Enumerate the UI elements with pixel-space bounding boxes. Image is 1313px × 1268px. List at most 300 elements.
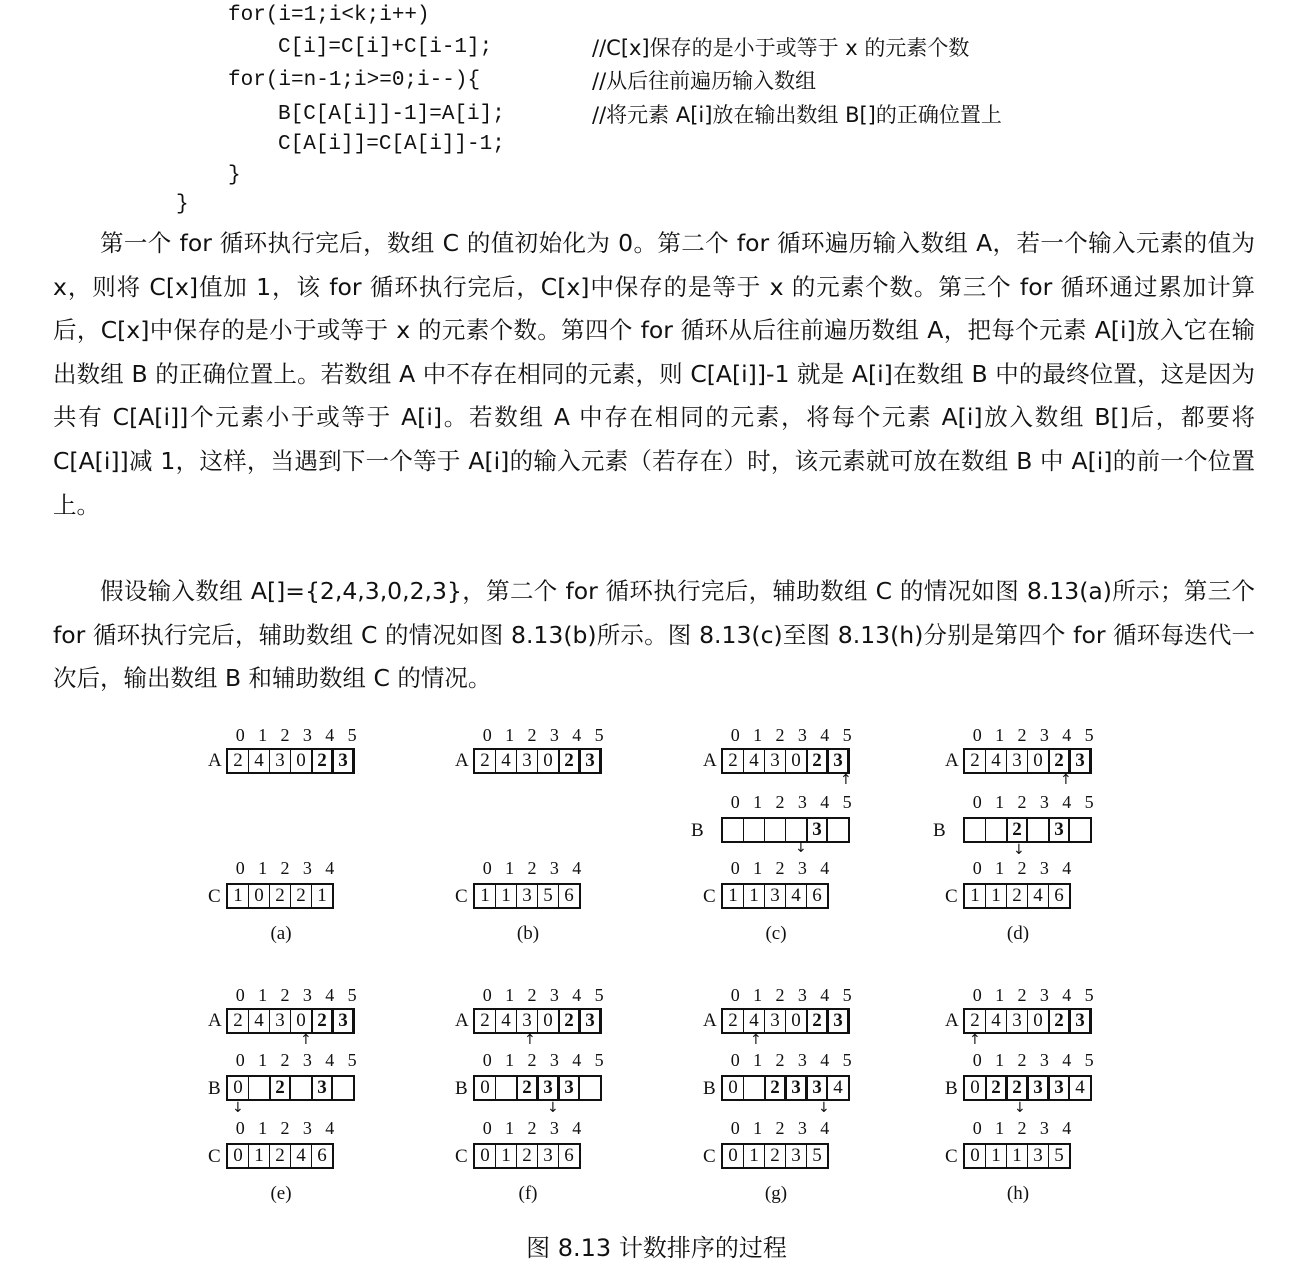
index-label: 0: [235, 1118, 245, 1138]
index-label: 1: [753, 1050, 763, 1070]
index-label: 4: [820, 858, 830, 878]
index-label: 2: [775, 1050, 785, 1070]
code-line: for(i=n-1;i>=0;i--){: [228, 69, 481, 92]
array-a: [721, 1008, 850, 1034]
code-line: }: [176, 193, 189, 216]
array-cell: [764, 819, 785, 841]
index-label: 5: [1084, 792, 1094, 812]
index-row: [229, 1118, 341, 1138]
index-label: 0: [235, 1050, 245, 1070]
index-label: 1: [995, 1050, 1005, 1070]
index-label: 1: [505, 1050, 515, 1070]
pointer-arrow: ↓: [795, 840, 807, 856]
array-cell: 0: [248, 885, 269, 907]
array-label-c: C: [703, 1146, 716, 1167]
index-label: 2: [775, 1118, 785, 1138]
array-label-b: B: [208, 1078, 221, 1099]
array-cell: 0: [480, 1077, 490, 1098]
array-cell: 2: [764, 1077, 785, 1099]
array-cell: 3: [764, 885, 785, 907]
array-cell: 1: [743, 885, 764, 907]
index-label: 0: [972, 985, 982, 1005]
array-cell: 2: [764, 1145, 785, 1167]
index-label: 5: [842, 985, 852, 1005]
array-cell: 2: [558, 1010, 579, 1032]
array-cell: 1: [728, 885, 738, 906]
array-cell: 0: [785, 1010, 806, 1032]
array-cell: 0: [233, 1077, 243, 1098]
array-cell: 3: [764, 750, 785, 772]
index-label: 1: [995, 725, 1005, 745]
index-label: 4: [325, 985, 335, 1005]
pointer-arrow: ↓: [547, 1100, 559, 1116]
index-label: 2: [527, 725, 537, 745]
index-row: [966, 1118, 1078, 1138]
array-cell: 2: [558, 750, 579, 772]
index-label: 4: [572, 1050, 582, 1070]
index-label: 2: [527, 858, 537, 878]
index-label: 4: [572, 725, 582, 745]
code-line: for(i=1;i<k;i++): [228, 4, 430, 27]
array-cell: [743, 819, 764, 841]
array-cell: 3: [785, 1145, 806, 1167]
index-label: 4: [820, 1050, 830, 1070]
array-cell: 4: [495, 1010, 516, 1032]
figure-panel-f: [455, 985, 705, 1225]
index-label: 4: [572, 858, 582, 878]
code-line: C[i]=C[i]+C[i-1];: [278, 36, 493, 59]
index-label: 5: [842, 1050, 852, 1070]
array-cell: 4: [248, 1010, 269, 1032]
array-cell: 0: [480, 1145, 490, 1166]
array-cell: 4: [743, 1010, 764, 1032]
array-cell: 2: [269, 1077, 290, 1099]
array-cell: 2: [1048, 750, 1069, 772]
panel-label: (f): [518, 1183, 538, 1204]
array-cell: 3: [1069, 1010, 1090, 1032]
index-row: [724, 725, 858, 745]
array-cell: 0: [233, 1145, 243, 1166]
figure-caption: 图 8.13 计数排序的过程: [526, 1234, 787, 1262]
index-label: 1: [753, 792, 763, 812]
array-cell: 4: [248, 750, 269, 772]
index-label: 1: [995, 858, 1005, 878]
array-label-a: A: [208, 750, 222, 771]
array-cell: [332, 1077, 353, 1099]
array-label-a: A: [455, 1010, 469, 1031]
array-cell: 3: [516, 750, 537, 772]
array-cell: 5: [537, 885, 558, 907]
figure-panel-g: [703, 985, 953, 1225]
code-line: B[C[A[i]]-1]=A[i];: [278, 103, 505, 126]
index-label: 5: [594, 985, 604, 1005]
index-label: 3: [302, 1050, 312, 1070]
index-label: 3: [797, 985, 807, 1005]
index-label: 3: [302, 725, 312, 745]
index-label: 1: [258, 858, 268, 878]
index-label: 4: [325, 1050, 335, 1070]
array-cell: 3: [311, 1077, 332, 1099]
array-cell: [723, 819, 743, 841]
index-label: 4: [1062, 1050, 1072, 1070]
array-label-a: A: [208, 1010, 222, 1031]
index-label: 5: [1084, 725, 1094, 745]
array-a: [226, 748, 355, 774]
array-cell: 0: [537, 750, 558, 772]
index-label: 3: [1039, 792, 1049, 812]
array-label-b: B: [945, 1078, 958, 1099]
array-cell: 2: [233, 750, 243, 771]
array-cell: 3: [332, 750, 353, 772]
index-label: 2: [775, 985, 785, 1005]
index-label: 2: [280, 725, 290, 745]
array-label-c: C: [455, 886, 468, 907]
index-label: 2: [1017, 725, 1027, 745]
index-label: 5: [594, 725, 604, 745]
figure-panel-e: [208, 985, 458, 1225]
index-label: 0: [482, 1118, 492, 1138]
array-cell: 3: [1048, 1077, 1069, 1099]
index-label: 1: [505, 1118, 515, 1138]
array-cell: [290, 1077, 311, 1099]
index-label: 2: [280, 858, 290, 878]
array-cell: [985, 819, 1006, 841]
array-label-c: C: [945, 886, 958, 907]
array-label-c: C: [945, 1146, 958, 1167]
panel-label: (a): [270, 923, 292, 944]
array-cell: 0: [1027, 750, 1048, 772]
index-row: [966, 858, 1078, 878]
index-label: 3: [549, 1050, 559, 1070]
array-c: [473, 1143, 581, 1169]
array-a: [963, 748, 1092, 774]
index-row: [724, 1118, 836, 1138]
index-label: 4: [325, 858, 335, 878]
array-label-b: B: [933, 820, 946, 841]
array-cell: 0: [785, 750, 806, 772]
pointer-arrow: ↑: [840, 772, 852, 788]
index-label: 4: [1062, 792, 1072, 812]
array-cell: 2: [1006, 885, 1027, 907]
array-cell: 4: [785, 885, 806, 907]
array-cell: 2: [728, 1010, 738, 1031]
array-label-c: C: [208, 886, 221, 907]
array-cell: 3: [558, 1077, 579, 1099]
index-label: 1: [753, 858, 763, 878]
array-cell: 3: [1069, 750, 1090, 772]
index-row: [724, 985, 858, 1005]
index-label: 1: [258, 1050, 268, 1070]
array-c: [721, 883, 829, 909]
panel-label: (c): [765, 923, 787, 944]
array-cell: 2: [233, 1010, 243, 1031]
array-cell: 6: [806, 885, 827, 907]
array-cell: 4: [290, 1145, 311, 1167]
index-label: 2: [775, 725, 785, 745]
array-cell: 1: [985, 1145, 1006, 1167]
array-cell: 2: [269, 1145, 290, 1167]
array-cell: 2: [480, 750, 490, 771]
array-cell: 2: [806, 750, 827, 772]
index-label: 3: [1039, 1118, 1049, 1138]
array-cell: 0: [290, 750, 311, 772]
pointer-arrow: ↑: [300, 1032, 312, 1048]
array-cell: 3: [1048, 819, 1069, 841]
array-cell: 1: [985, 885, 1006, 907]
array-cell: [743, 1077, 764, 1099]
index-row: [229, 858, 341, 878]
index-label: 5: [347, 1050, 357, 1070]
index-label: 0: [235, 858, 245, 878]
index-label: 3: [1039, 985, 1049, 1005]
array-cell: 1: [480, 885, 490, 906]
index-label: 3: [549, 725, 559, 745]
code-comment: //将元素 A[i]放在输出数组 B[]的正确位置上: [592, 103, 1002, 127]
index-label: 2: [1017, 1050, 1027, 1070]
index-label: 2: [280, 1118, 290, 1138]
index-label: 5: [594, 1050, 604, 1070]
index-label: 3: [797, 725, 807, 745]
index-label: 1: [753, 725, 763, 745]
code-line: C[A[i]]=C[A[i]]-1;: [278, 133, 505, 156]
index-row: [724, 1050, 858, 1070]
index-label: 2: [280, 985, 290, 1005]
array-cell: 2: [970, 1010, 980, 1031]
array-cell: 6: [558, 885, 579, 907]
pointer-arrow: ↓: [818, 1100, 830, 1116]
array-cell: [1027, 819, 1048, 841]
index-row: [966, 725, 1100, 745]
index-row: [966, 985, 1100, 1005]
index-label: 1: [995, 1118, 1005, 1138]
index-label: 5: [1084, 985, 1094, 1005]
array-b: [963, 817, 1092, 843]
index-row: [724, 858, 836, 878]
index-label: 5: [1084, 1050, 1094, 1070]
array-cell: 1: [495, 885, 516, 907]
index-row: [229, 985, 363, 1005]
figure-panel-b: [455, 725, 705, 965]
array-cell: 2: [480, 1010, 490, 1031]
index-label: 4: [572, 985, 582, 1005]
array-cell: 3: [332, 1010, 353, 1032]
index-label: 3: [302, 1118, 312, 1138]
index-row: [476, 985, 610, 1005]
array-cell: 1: [311, 885, 332, 907]
array-cell: 0: [537, 1010, 558, 1032]
array-c: [963, 883, 1071, 909]
array-cell: 2: [516, 1145, 537, 1167]
array-cell: [579, 1077, 600, 1099]
array-label-c: C: [703, 886, 716, 907]
panel-label: (e): [270, 1183, 292, 1204]
index-label: 0: [730, 792, 740, 812]
body-paragraph: 第一个 for 循环执行完后，数组 C 的值初始化为 0。第二个 for 循环遍历输入数组 A，若一个输入元素的值为 x，则将 C[x]值加 1，该 for 循环执行完后，C[x]中保存的是等于 x 的元素个数。第三个 for 循环通过累加计算后，C[x]中保存的是小于或等于 x 的元素个数。第四个 for 循环从后往前遍历数组 A，把每个元素 A[i]放入它在输出数组 B 的正确位置上。若数组 A 中不存在相同的元素，则 C[A[i]]-1 就是 A[i]在数组 B 中的最终位置，这是因为共有 C[A[i]]个元素小于或等于 A[i]。若数组 A 中存在相同的元素，将每个元素 A[i]放入数组 B[]后，都要将 C[A[i]]减 1，这样，当遇到下一个等于 A[i]的输入元素（若存在）时，该元素就可放在数组 B 中 A[i]的前一个位置上。: [53, 229, 1255, 519]
array-cell: 3: [1006, 750, 1027, 772]
array-cell: 1: [1006, 1145, 1027, 1167]
array-cell: 2: [311, 1010, 332, 1032]
index-label: 2: [527, 1050, 537, 1070]
body-paragraph: 假设输入数组 A[]={2,4,3,0,2,3}，第二个 for 循环执行完后，辅助数组 C 的情况如图 8.13(a)所示；第三个 for 循环执行完后，辅助数组 C 的情况如图 8.13(b)所示。图 8.13(c)至图 8.13(h)分别是第四个 for 循环每迭代一次后，输出数组 B 和辅助数组 C 的情况。: [53, 577, 1255, 693]
index-label: 5: [347, 985, 357, 1005]
array-cell: 3: [1006, 1010, 1027, 1032]
pointer-arrow: ↓: [1013, 842, 1025, 858]
index-label: 0: [482, 725, 492, 745]
index-label: 3: [797, 858, 807, 878]
array-label-a: A: [455, 750, 469, 771]
array-cell: 0: [1027, 1010, 1048, 1032]
array-label-a: A: [945, 750, 959, 771]
array-cell: [248, 1077, 269, 1099]
array-b: [721, 1075, 850, 1101]
array-label-b: B: [703, 1078, 716, 1099]
index-label: 0: [730, 1050, 740, 1070]
array-cell: 0: [970, 1145, 980, 1166]
array-cell: [785, 819, 806, 841]
index-label: 1: [505, 985, 515, 1005]
array-cell: 5: [806, 1145, 827, 1167]
index-label: 0: [482, 858, 492, 878]
array-cell: 2: [1006, 1077, 1027, 1099]
array-label-a: A: [703, 750, 717, 771]
array-cell: 2: [311, 750, 332, 772]
pointer-arrow: ↓: [1014, 1100, 1026, 1116]
index-label: 4: [820, 792, 830, 812]
index-label: 4: [572, 1118, 582, 1138]
index-label: 3: [797, 1118, 807, 1138]
index-label: 2: [775, 858, 785, 878]
array-cell: 4: [743, 750, 764, 772]
panel-label: (g): [764, 1183, 788, 1204]
index-label: 0: [972, 792, 982, 812]
index-label: 2: [280, 1050, 290, 1070]
array-cell: 3: [516, 1010, 537, 1032]
array-cell: 0: [970, 1077, 980, 1098]
array-cell: [495, 1077, 516, 1099]
array-label-c: C: [208, 1146, 221, 1167]
index-label: 4: [1062, 985, 1072, 1005]
index-row: [476, 858, 588, 878]
pointer-arrow: ↑: [524, 1032, 536, 1048]
index-label: 2: [527, 985, 537, 1005]
array-cell: 2: [728, 750, 738, 771]
array-a: [473, 1008, 602, 1034]
index-label: 0: [235, 725, 245, 745]
array-cell: 3: [537, 1145, 558, 1167]
index-row: [966, 792, 1100, 812]
index-label: 0: [730, 858, 740, 878]
index-label: 4: [820, 725, 830, 745]
panel-label: (b): [516, 923, 540, 944]
array-cell: 5: [1048, 1145, 1069, 1167]
figure-panel-d: [933, 725, 1195, 965]
array-cell: 2: [516, 1077, 537, 1099]
array-cell: 3: [579, 750, 600, 772]
index-label: 0: [972, 858, 982, 878]
array-cell: 4: [985, 750, 1006, 772]
index-label: 2: [1017, 858, 1027, 878]
array-cell: 1: [233, 885, 243, 906]
index-row: [724, 792, 858, 812]
index-label: 2: [1017, 792, 1027, 812]
index-row: [229, 1050, 363, 1070]
figure-panel-a: [208, 725, 458, 965]
index-label: 3: [302, 858, 312, 878]
index-label: 1: [753, 985, 763, 1005]
index-row: [476, 1050, 610, 1070]
array-b: [226, 1075, 355, 1101]
array-cell: [965, 819, 985, 841]
array-label-c: C: [455, 1146, 468, 1167]
index-label: 1: [753, 1118, 763, 1138]
index-label: 3: [302, 985, 312, 1005]
array-cell: 2: [1048, 1010, 1069, 1032]
index-label: 1: [505, 725, 515, 745]
array-cell: 3: [1027, 1077, 1048, 1099]
index-label: 1: [505, 858, 515, 878]
code-comment: //从后往前遍历输入数组: [592, 69, 817, 93]
index-label: 0: [972, 1050, 982, 1070]
index-label: 4: [325, 1118, 335, 1138]
index-label: 4: [820, 1118, 830, 1138]
array-cell: 3: [806, 819, 827, 841]
panel-label: (d): [1006, 923, 1030, 944]
array-cell: 4: [1027, 885, 1048, 907]
array-cell: 6: [1048, 885, 1069, 907]
array-cell: 3: [785, 1077, 806, 1099]
array-cell: 2: [806, 1010, 827, 1032]
array-cell: 6: [558, 1145, 579, 1167]
array-c: [473, 883, 581, 909]
array-c: [226, 883, 334, 909]
array-a: [963, 1008, 1092, 1034]
index-label: 0: [730, 1118, 740, 1138]
array-cell: 0: [728, 1077, 738, 1098]
index-label: 3: [797, 1050, 807, 1070]
array-label-b: B: [455, 1078, 468, 1099]
array-cell: 0: [728, 1145, 738, 1166]
array-cell: 2: [970, 750, 980, 771]
array-cell: 1: [970, 885, 980, 906]
index-label: 0: [235, 985, 245, 1005]
array-label-a: A: [945, 1010, 959, 1031]
index-label: 4: [820, 985, 830, 1005]
pointer-arrow: ↑: [1060, 772, 1072, 788]
index-label: 0: [482, 985, 492, 1005]
array-cell: 3: [269, 750, 290, 772]
array-cell: 1: [495, 1145, 516, 1167]
array-b: [473, 1075, 602, 1101]
array-cell: 3: [537, 1077, 558, 1099]
array-cell: 3: [516, 885, 537, 907]
index-label: 3: [549, 1118, 559, 1138]
array-c: [226, 1143, 334, 1169]
array-cell: 1: [248, 1145, 269, 1167]
index-label: 5: [842, 725, 852, 745]
array-cell: 2: [1006, 819, 1027, 841]
index-label: 4: [1062, 858, 1072, 878]
index-label: 1: [258, 1118, 268, 1138]
array-cell: 4: [827, 1077, 848, 1099]
array-cell: 3: [806, 1077, 827, 1099]
array-c: [721, 1143, 829, 1169]
array-cell: 3: [269, 1010, 290, 1032]
index-label: 3: [797, 792, 807, 812]
index-label: 3: [549, 858, 559, 878]
index-label: 3: [1039, 858, 1049, 878]
index-row: [229, 725, 363, 745]
panel-label: (h): [1006, 1183, 1030, 1204]
